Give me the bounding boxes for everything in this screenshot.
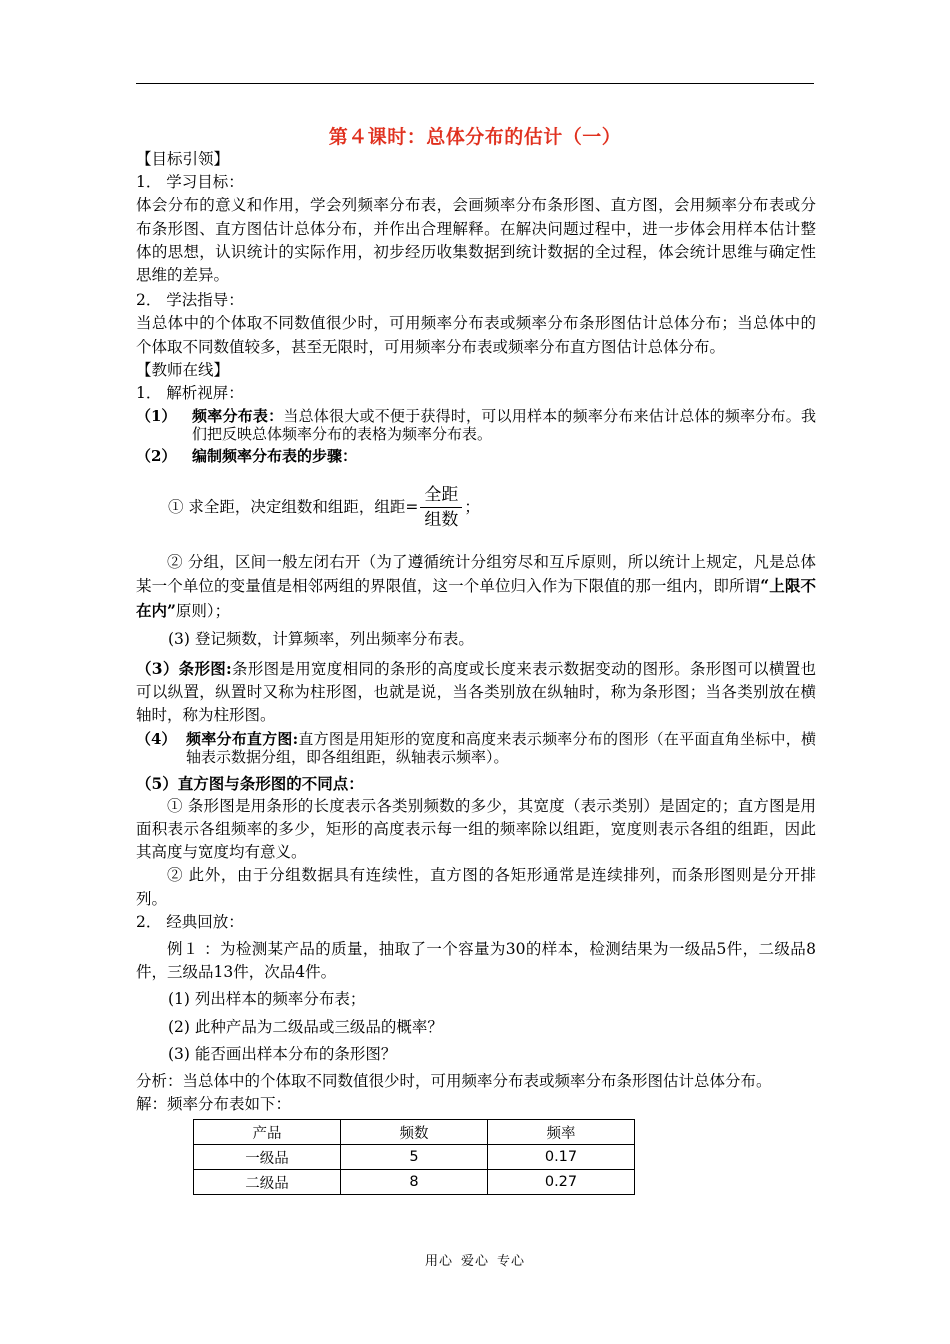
difference-2: ② 此外，由于分组数据具有连续性，直方图的各矩形通常是连续排列，而条形图则是分开排列。 — [136, 866, 816, 908]
frequency-table — [193, 1119, 635, 1195]
term-steps: 编制频率分布表的步骤： — [192, 447, 358, 466]
item-number: （4） — [136, 729, 177, 748]
step2-term: “上限不在内” — [136, 576, 816, 620]
item-steps — [136, 447, 816, 465]
step1-formula — [136, 475, 816, 539]
table-header-cell: 产品 — [194, 1120, 341, 1145]
table-cell: 0.27 — [488, 1170, 635, 1195]
fraction-denominator: 组数 — [424, 509, 459, 530]
classic-heading: 2． 经典回放： — [136, 912, 244, 931]
item-bar-chart: （3）条形图:条形图是用宽度相同的条形的高度或长度来表示数据变动的图形。条形图可以横置也可以纵置，纵置时又称为柱形图，也就是说，当各类别放在纵轴时，称为条形图；当各类别放在横轴时，称为柱形图。 — [136, 659, 816, 725]
question-3: (3) 能否画出样本分布的条形图？ — [168, 1044, 397, 1063]
table-cell: 8 — [341, 1170, 488, 1195]
table-row — [194, 1170, 635, 1195]
page-title: 第４课时：总体分布的估计（一） — [328, 126, 622, 148]
item-frequency-table — [136, 407, 816, 443]
item-histogram: （4） 频率分布直方图:直方图是用矩形的宽度和高度来表示频率分布的图形（在平面直角坐标中，横轴表示数据分组，即各组组距，纵轴表示频率）。 — [136, 729, 816, 766]
table-cell: 5 — [341, 1145, 488, 1170]
footer-word: 专心 — [497, 1254, 526, 1269]
goal-text: 体会分布的意义和作用，学会列频率分布表，会画频率分布条形图、直方图，会用频率分布表或分布条形图、直方图估计总体分布，并作出合理解释。在解决问题过程中，进一步体会用样本估计整体的思想，认识统计的实际作用，初步经历收集数据到统计数据的全过程，体会统计思维与确定性思维的差异。 — [136, 196, 816, 285]
example-1: 例１ ：为检测某产品的质量，抽取了一个容量为30的样本，检测结果为一级品5件，二级品8件，三级品13件，次品4件。 — [136, 940, 816, 982]
fraction — [420, 483, 462, 532]
difference-1: ① 条形图是用条形的长度表示各类别频数的多少，其宽度（表示类别）是固定的；直方图是用面积表示各组频率的多少，矩形的高度表示每一组的频率除以组距，宽度则表示各组的组距，因此其高度与宽度均有意义。 — [136, 796, 816, 862]
table-header-cell: 频数 — [341, 1120, 488, 1145]
solution-text: 解：频率分布表如下： — [136, 1095, 292, 1114]
question-2: (2) 此种产品为二级品或三级品的概率？ — [168, 1017, 443, 1036]
step1-tail: ； — [464, 497, 480, 516]
table-row — [194, 1145, 635, 1170]
header-rule — [136, 83, 814, 84]
step3-paragraph: (3) 登记频数，计算频率，列出频率分布表。 — [168, 629, 474, 648]
table-header-row — [194, 1120, 635, 1145]
method-text: 当总体中的个体取不同数值很少时，可用频率分布表或频率分布条形图估计总体分布；当总体中的个体取不同数值较多，甚至无限时，可用频率分布表或频率分布直方图估计总体分布。 — [136, 314, 816, 356]
fraction-numerator: 全距 — [420, 483, 462, 508]
table-cell: 一级品 — [194, 1145, 341, 1170]
table-header-cell: 频率 — [488, 1120, 635, 1145]
step2-paragraph: ② 分组，区间一般左闭右开（为了遵循统计分组穷尽和互斥原则，所以统计上规定，凡是总体某一个单位的变量值是相邻两组的界限值，这一个单位归入作为下限值的那一组内，即所谓“上限不在内”原则）； — [136, 553, 816, 620]
section-heading-teacher: 【教师在线】 — [136, 360, 230, 379]
question-1: (1) 列出样本的频率分布表； — [168, 990, 366, 1009]
item-number: （2） — [136, 447, 177, 466]
term-bar-chart: （3）条形图: — [136, 659, 232, 679]
footer-word: 爱心 — [460, 1254, 489, 1269]
document-body — [136, 148, 816, 1117]
item-number: （1） — [136, 407, 177, 426]
analysis-heading: 1． 解析视屏： — [136, 384, 244, 403]
table-cell: 0.17 — [488, 1145, 635, 1170]
item-text: 当总体很大或不便于获得时，可以用样本的频率分布来估计总体的频率分布。我们把反映总体频率分布的表格为频率分布表。 — [192, 407, 816, 444]
item-differences: （5）直方图与条形图的不同点： — [136, 773, 364, 793]
analysis-text: 分析：当总体中的个体取不同数值很少时，可用频率分布表或频率分布条形图估计总体分布。 — [136, 1072, 772, 1091]
goal-heading: 1． 学习目标： — [136, 173, 244, 192]
section-heading-goals: 【目标引领】 — [136, 150, 230, 168]
step1-text: ① 求全距，决定组数和组距，组距= — [168, 497, 419, 516]
footer-word: 用心 — [424, 1254, 453, 1269]
method-heading: 2． 学法指导： — [136, 291, 244, 310]
term-frequency-table: 频率分布表： — [192, 407, 284, 426]
term-histogram: 频率分布直方图: — [186, 729, 299, 748]
table-cell: 二级品 — [194, 1170, 341, 1195]
page-footer — [0, 1250, 950, 1269]
